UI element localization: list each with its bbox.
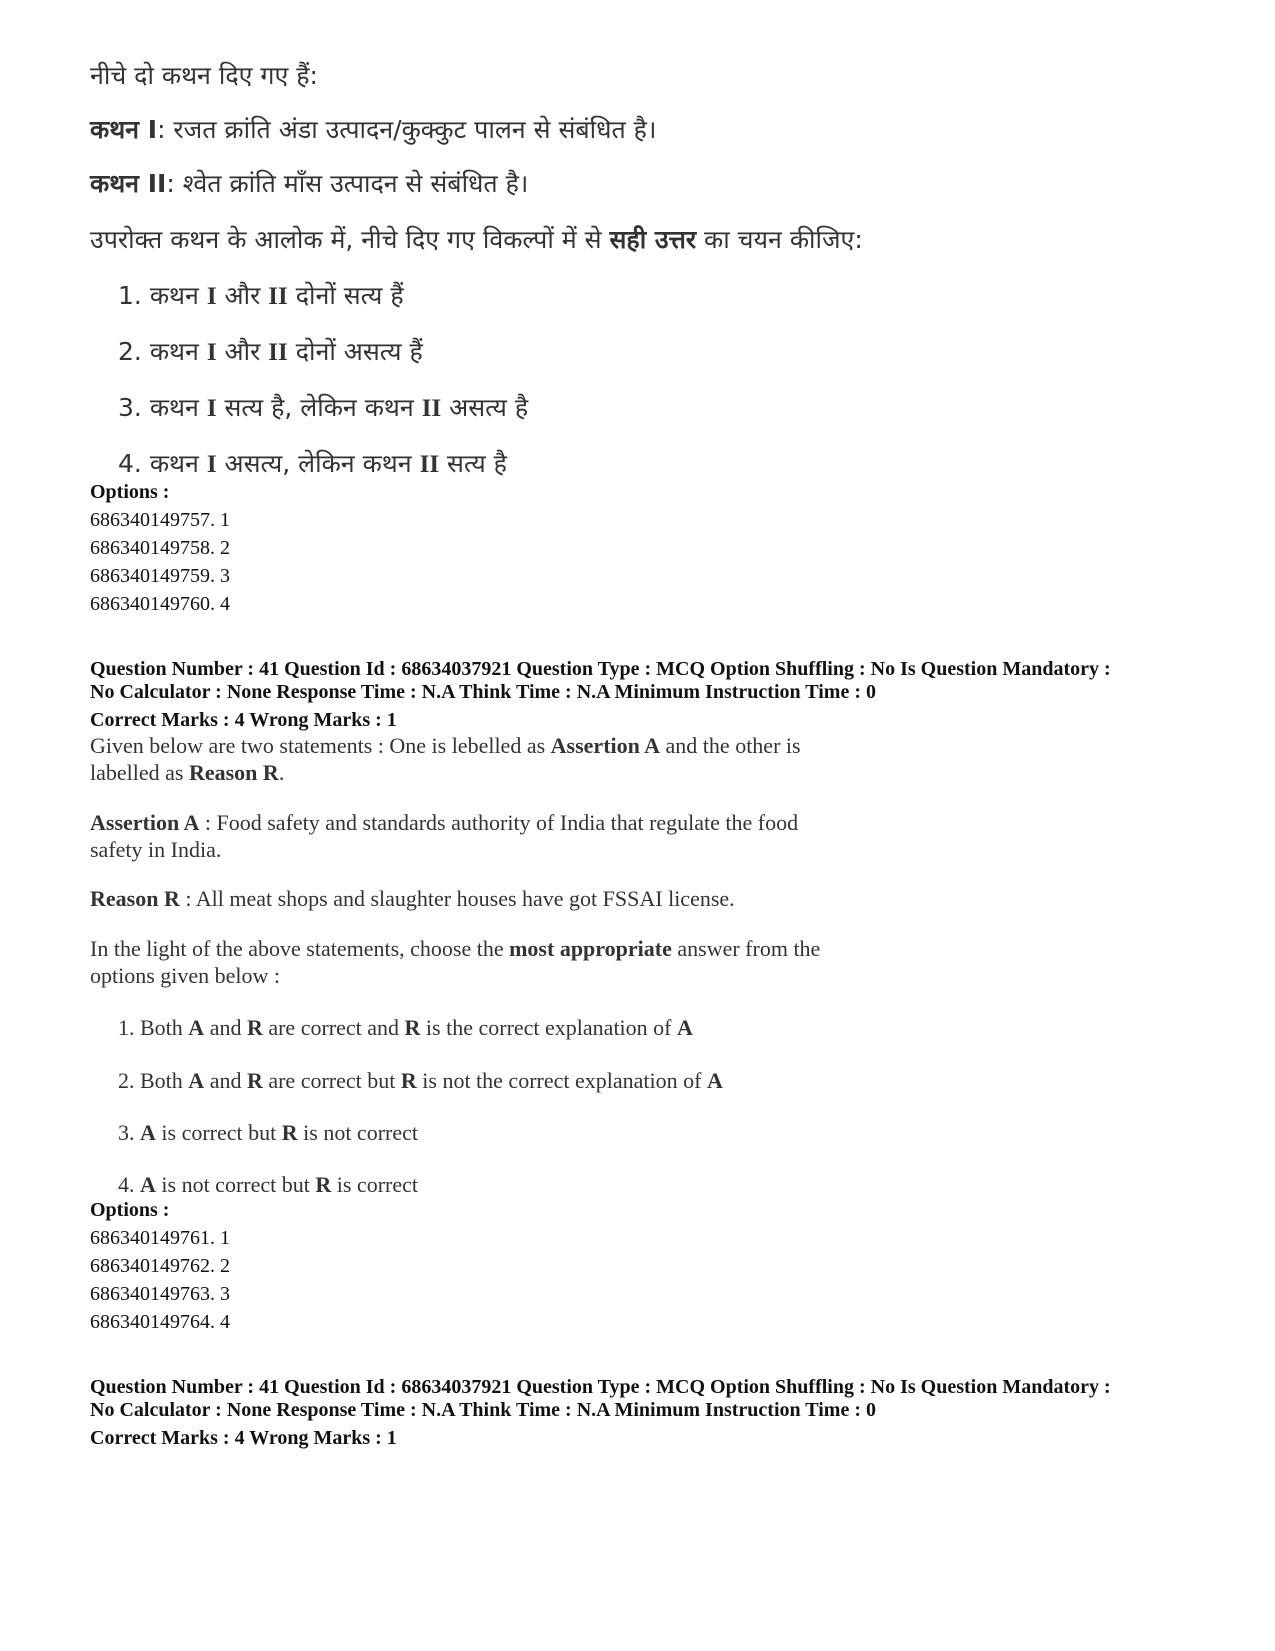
q41-assertion-line-2: safety in India. xyxy=(90,837,222,862)
choice-text: दोनों सत्य हैं xyxy=(295,281,404,310)
choice-text: सत्य है, लेकिन कथन xyxy=(224,393,414,422)
text-run: labelled as xyxy=(90,760,189,785)
text-run-bold: R xyxy=(246,1015,263,1040)
text-run-bold: R xyxy=(281,1120,298,1145)
q40-options-label: Options : xyxy=(90,481,170,503)
choice-text: कथन xyxy=(149,281,199,310)
choice-number: 3. xyxy=(118,393,142,422)
text-run-bold: A xyxy=(140,1120,156,1145)
choice-text: और xyxy=(224,337,261,366)
text-run: is not the correct explanation of xyxy=(416,1068,707,1093)
text-run: and the other is xyxy=(660,733,801,758)
q41-light-line-2: options given below : xyxy=(90,963,281,988)
text-run: are correct but xyxy=(262,1068,401,1093)
q40-statement-1-label: कथन I xyxy=(90,115,158,144)
q40-instruction-bold: सही उत्तर xyxy=(609,225,697,254)
text-run: is not correct xyxy=(297,1120,418,1145)
choice-roman: II xyxy=(268,339,288,366)
text-run: is correct xyxy=(331,1172,418,1197)
q41-choice-2 xyxy=(118,1068,723,1094)
text-run: is not correct but xyxy=(155,1172,316,1197)
q41-light-line-1 xyxy=(90,936,820,962)
q41-options-label: Options : xyxy=(90,1199,170,1221)
q42-meta-line-1: Question Number : 41 Question Id : 68634037921 Question Type : MCQ Option Shuffling : No Is Question Mandatory : xyxy=(90,1376,1111,1398)
q41-option-4: 686340149764. 4 xyxy=(90,1311,230,1333)
q40-statement-2 xyxy=(90,166,528,200)
q40-choice-4 xyxy=(118,446,507,480)
choice-text: असत्य है xyxy=(449,393,529,422)
q40-option-2: 686340149758. 2 xyxy=(90,537,230,559)
text-run-bold: R xyxy=(315,1172,332,1197)
q41-assertion-line-1 xyxy=(90,810,798,836)
q41-intro-line-1 xyxy=(90,733,801,759)
text-run-bold: Reason R xyxy=(188,760,279,785)
q41-choice-4 xyxy=(118,1172,418,1198)
text-run: . xyxy=(278,760,285,785)
q42-marks: Correct Marks : 4 Wrong Marks : 1 xyxy=(90,1427,397,1449)
q40-instruction xyxy=(90,222,863,256)
q40-statement-2-text: : श्वेत क्रांति माँस उत्पादन से संबंधित है। xyxy=(166,169,529,198)
q40-instruction-post: का चयन कीजिए: xyxy=(696,225,863,254)
q40-option-4: 686340149760. 4 xyxy=(90,593,230,615)
q40-statement-2-label: कथन II xyxy=(90,169,167,198)
assertion-label: Assertion A xyxy=(90,810,200,835)
q41-reason xyxy=(90,886,735,912)
q41-meta-line-1: Question Number : 41 Question Id : 68634037921 Question Type : MCQ Option Shuffling : No Is Question Mandatory : xyxy=(90,658,1111,680)
text-run: Given below are two statements : One is lebelled as xyxy=(90,733,551,758)
assertion-text: : Food safety and standards authority of India that regulate the food xyxy=(199,810,799,835)
reason-label: Reason R xyxy=(90,886,180,911)
choice-roman: I xyxy=(206,339,217,366)
text-run-bold: A xyxy=(706,1068,723,1093)
choice-number: 1. xyxy=(118,281,142,310)
text-run: answer from the xyxy=(671,936,821,961)
q41-choice-3 xyxy=(118,1120,418,1146)
q40-choice-3 xyxy=(118,390,528,424)
q40-choice-2 xyxy=(118,334,423,368)
q41-choice-1 xyxy=(118,1015,693,1041)
text-run-bold: A xyxy=(140,1172,156,1197)
text-run: 1. Both xyxy=(118,1015,189,1040)
q41-meta-line-2: No Calculator : None Response Time : N.A Think Time : N.A Minimum Instruction Time : 0 xyxy=(90,681,876,703)
choice-roman: I xyxy=(206,395,217,422)
text-run-bold: R xyxy=(404,1015,421,1040)
text-run: is correct but xyxy=(155,1120,282,1145)
q41-option-3: 686340149763. 3 xyxy=(90,1283,230,1305)
text-run-bold: A xyxy=(188,1068,205,1093)
text-run: are correct and xyxy=(262,1015,405,1040)
text-run-bold: R xyxy=(400,1068,417,1093)
text-run: and xyxy=(204,1068,247,1093)
choice-number: 4. xyxy=(118,449,142,478)
choice-text: कथन xyxy=(149,337,199,366)
choice-text: सत्य है xyxy=(447,449,507,478)
text-run-bold: A xyxy=(677,1015,693,1040)
choice-text: कथन xyxy=(149,449,199,478)
q41-option-1: 686340149761. 1 xyxy=(90,1227,230,1249)
q40-option-3: 686340149759. 3 xyxy=(90,565,230,587)
choice-text: कथन xyxy=(149,393,199,422)
choice-roman: II xyxy=(268,283,288,310)
text-run: 3. xyxy=(118,1120,140,1145)
text-run: 2. Both xyxy=(118,1068,189,1093)
q42-meta-line-2: No Calculator : None Response Time : N.A Think Time : N.A Minimum Instruction Time : 0 xyxy=(90,1399,876,1421)
text-run-bold: A xyxy=(188,1015,205,1040)
choice-roman: II xyxy=(419,451,440,478)
q40-statement-1 xyxy=(90,112,656,146)
choice-roman: II xyxy=(421,395,442,422)
choice-roman: I xyxy=(206,283,217,310)
reason-text: : All meat shops and slaughter houses have got FSSAI license. xyxy=(179,886,735,911)
q40-choice-1 xyxy=(118,278,404,312)
q41-marks: Correct Marks : 4 Wrong Marks : 1 xyxy=(90,709,397,731)
text-run: is the correct explanation of xyxy=(420,1015,677,1040)
q41-option-2: 686340149762. 2 xyxy=(90,1255,230,1277)
choice-text: असत्य, लेकिन कथन xyxy=(224,449,412,478)
q40-option-1: 686340149757. 1 xyxy=(90,509,230,531)
q41-intro-line-2 xyxy=(90,760,284,786)
text-run: 4. xyxy=(118,1172,140,1197)
text-run: In the light of the above statements, choose the xyxy=(90,936,510,961)
text-run-bold: most appropriate xyxy=(509,936,672,961)
choice-text: और xyxy=(224,281,261,310)
q40-statement-1-text: : रजत क्रांति अंडा उत्पादन/कुक्कुट पालन से संबंधित है। xyxy=(157,115,657,144)
text-run-bold: Assertion A xyxy=(550,733,661,758)
choice-text: दोनों असत्य हैं xyxy=(295,337,423,366)
text-run: and xyxy=(204,1015,247,1040)
choice-roman: I xyxy=(206,451,217,478)
text-run-bold: R xyxy=(246,1068,263,1093)
choice-number: 2. xyxy=(118,337,142,366)
q40-instruction-pre: उपरोक्त कथन के आलोक में, नीचे दिए गए विकल्पों में से xyxy=(90,225,610,254)
q40-intro: नीचे दो कथन दिए गए हैं: xyxy=(90,61,318,90)
